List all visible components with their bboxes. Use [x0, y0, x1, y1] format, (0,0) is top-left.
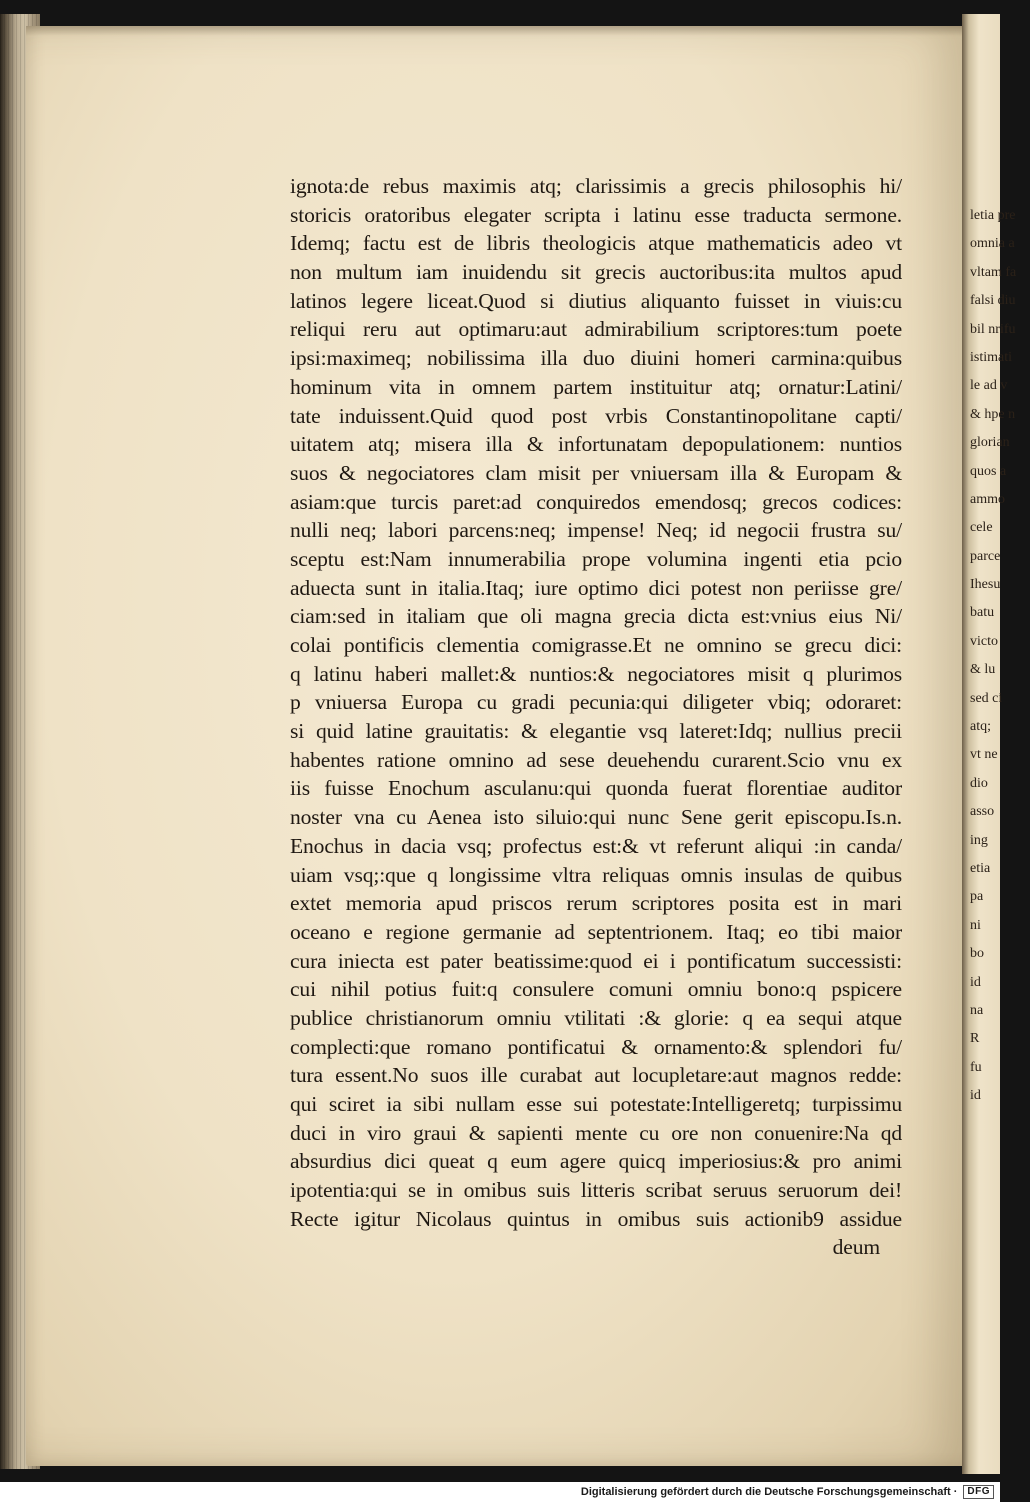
adjacent-text-line: batu [970, 605, 995, 621]
text-line: iis fuisse Enochum asculanu:qui quonda fuerat florentiae auditor [290, 776, 902, 801]
adjacent-text-line: na [970, 1002, 984, 1018]
text-line: uiam vsq;:que q longissime vltra reliquas omnis insulas de quibus [290, 862, 902, 887]
adjacent-text-line: quos a [970, 463, 1007, 479]
text-line: tura essent.No suos ille curabat aut locupletare:aut magnos redde: [290, 1063, 902, 1088]
text-line: q latinu haberi mallet:& nuntios:& negociatores misit q plurimos [290, 661, 902, 686]
text-line: suos & negociatores clam misit per vniuersam illa & Europam & [290, 460, 902, 485]
adjacent-text-line: parce [970, 548, 1001, 564]
adjacent-text-line: asso [970, 804, 995, 820]
text-line: ignota:de rebus maximis atq; clarissimis a grecis philosophis hi/ [290, 174, 902, 198]
adjacent-page-text [970, 202, 1030, 1111]
adjacent-text-line: letia pre [970, 208, 1016, 223]
adjacent-text-line: id [970, 1088, 981, 1104]
adjacent-text-line: & lu [970, 662, 996, 678]
text-line: si quid latine grauitatis: & elegantie vsq lateret:Idq; nullius precii [290, 719, 902, 744]
adjacent-text-line: ni [970, 917, 981, 933]
adjacent-text-line: Ihesu [970, 577, 1001, 593]
text-line: latinos legere liceat.Quod si diutius aliquanto fuisset in viuis:cu [290, 288, 902, 313]
adjacent-text-line: victo [970, 633, 998, 649]
text-line: uitatem atq; misera illa & infortunatam depopulationem: nuntios [290, 432, 902, 457]
text-line: sceptu est:Nam innumerabilia prope volumina ingenti etia pcio [290, 546, 902, 571]
adjacent-text-line: dio [970, 775, 988, 791]
text-line: storicis oratoribus elegater scripta i latinu esse traducta sermone. [290, 202, 902, 227]
text-line: aduecta sunt in italia.Itaq; iure optimo dici potest non periisse gre/ [290, 575, 902, 600]
text-line: ipotentia:qui se in omibus suis litteris scribat seruus seruorum dei! [290, 1178, 902, 1203]
adjacent-text-line: ammo [970, 491, 1005, 507]
text-line: absurdius dici queat q eum agere quicq imperiosius:& pro animi [290, 1149, 902, 1174]
funding-credit: Digitalisierung gefördert durch die Deutsche Forschungsgemeinschaft · [580, 1486, 958, 1498]
adjacent-text-line: omnia a [970, 236, 1015, 252]
text-line: cui nihil potius fuit:q consulere comuni omniu bono:q pspicere [290, 977, 902, 1002]
text-line: hominum vita in omnem partem instituitur atq; ornatur:Latini/ [290, 374, 902, 399]
adjacent-text-line: falsi diu [970, 293, 1016, 309]
text-line: nulli neq; labori parcens:neq; impense! Neq; id negocii frustra su/ [290, 518, 902, 543]
adjacent-text-line: R [970, 1031, 980, 1047]
text-line: Enochus in dacia vsq; profectus est:& vt referunt aliqui :in canda/ [290, 833, 902, 858]
text-line: duci in viro graui & sapienti mente cu ore non conuenire:Na qd [290, 1120, 902, 1145]
text-line: noster vna cu Aenea isto siluio:qui nunc Sene gerit episcopu.Is.n. [290, 805, 902, 830]
text-line: oceano e regione germanie ad septentrionem. Itaq; eo tibi maior [290, 919, 902, 944]
page-text-block [290, 172, 902, 1260]
adjacent-text-line: glorian [970, 435, 1010, 451]
text-line: asiam:que turcis paret:ad conquiredos emendosq; grecos codices: [290, 489, 902, 514]
adjacent-text-line: fu [970, 1059, 982, 1075]
text-line: p vniuersa Europa cu gradi pecunia:qui diligeter vbiq; odoraret: [290, 690, 902, 715]
text-line: qui sciret ia sibi nullam esse sui potestate:Intelligeretq; turpissimu [290, 1092, 902, 1116]
text-line: habentes ratione omnino ad sese deuehendu curarent.Scio vnu ex [290, 747, 902, 772]
text-line: non multum iam inuidendu sit grecis auctoribus:ita multos apud [290, 260, 902, 285]
text-line: ipsi:maximeq; nobilissima illa duo diuini homeri carmina:quibus [290, 346, 902, 371]
adjacent-text-line: bo [970, 946, 984, 962]
adjacent-text-line: atq; [970, 719, 991, 735]
adjacent-text-line: bil nrifu [970, 321, 1016, 337]
adjacent-text-line: istimati [970, 349, 1012, 365]
adjacent-text-line: le ad v [970, 378, 1008, 394]
adjacent-text-line: ing [970, 832, 988, 848]
adjacent-text-line: vltam fa [970, 264, 1017, 280]
text-line: Idemq; factu est de libris theologicis atque mathematicis adeo vt [290, 231, 902, 256]
adjacent-text-line: vt ne [970, 747, 998, 763]
footer-bar [0, 1482, 1000, 1502]
dfg-logo: DFG [963, 1485, 994, 1499]
adjacent-text-line: id [970, 974, 981, 990]
text-line: tate induissent.Quid quod post vrbis Constantinopolitane capti/ [290, 403, 902, 428]
adjacent-text-line: sed ci [970, 690, 1003, 706]
adjacent-page-sliver [962, 14, 1017, 1474]
text-line: complecti:que romano pontificatui & ornamento:& splendori fu/ [290, 1034, 902, 1059]
text-line: Recte igitur Nicolaus quintus in omibus suis actionib9 assidue [290, 1206, 902, 1231]
text-line: extet memoria apud priscos rerum scriptores posita est in mari [290, 891, 902, 916]
text-line: cura iniecta est pater beatissime:quod ei i pontificatum successisti: [290, 948, 902, 973]
text-line: deum [832, 1235, 880, 1260]
text-line: publice christianorum omniu vtilitati :& glorie: q ea sequi atque [290, 1005, 902, 1030]
adjacent-text-line: & hpe n [970, 406, 1016, 422]
adjacent-text-line: pa [970, 889, 984, 905]
text-line: ciam:sed in italiam que oli magna grecia dicta est:vnius eius Ni/ [290, 604, 902, 629]
text-line: colai pontificis clementia comigrasse.Et ne omnino se grecu dici: [290, 633, 902, 657]
adjacent-text-line: etia [970, 860, 991, 876]
text-line: reliqui reru aut optimaru:aut admirabilium scriptores:tum poete [290, 317, 902, 342]
adjacent-text-line: cele [970, 520, 993, 536]
